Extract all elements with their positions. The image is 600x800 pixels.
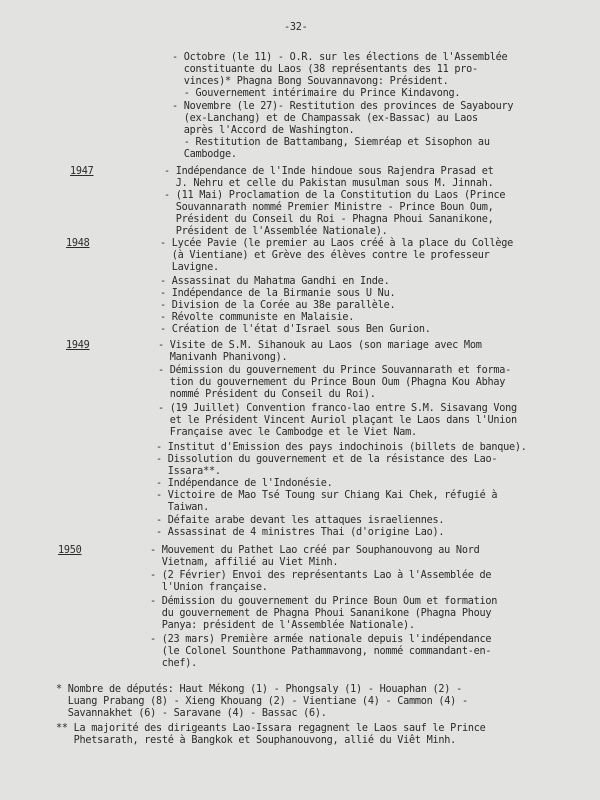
entry-constitution-laos: - (11 Mai) Proclamation de la Constitution du Laos (Prince Souvannarath nommé Premier Ministre - Prince Boun Oum, Président du Conseil du Roi - Phagna Phoui Sananikone, Président de l'Assemblée Nationale).: [164, 190, 506, 238]
footnote-deputes: * Nombre de députés: Haut Mékong (1) - Phongsaly (1) - Houaphan (2) - Luang Prabang (8) - Xieng Khouang (2) - Vientiane (4) - Cammon (4) - Savannakhet (6) - Saravane (4) - Bassac (6).: [56, 684, 468, 720]
year-label-1948: 1948: [66, 238, 90, 249]
entry-independance-inde: - Indépendance de l'Inde hindoue sous Rajendra Prasad et J. Nehru et celle du Pakistan musulman sous M. Jinnah.: [164, 166, 494, 190]
entry-visite-sihanouk: - Visite de S.M. Sihanouk au Laos (son mariage avec Mom Manivanh Phanivong).: [158, 340, 482, 364]
year-label-1950: 1950: [58, 545, 82, 556]
entry-convention-franco-lao: - (19 Juillet) Convention franco-lao entre S.M. Sisavang Vong et le Président Vincent Auriol plaçant le Laos dans l'Union Française avec le Cambodge et le Viet Nam.: [158, 403, 517, 439]
year-label-1947: 1947: [70, 166, 94, 177]
entry-demission-souvannarath: - Démission du gouvernement du Prince Souvannarath et forma- tion du gouvernement du Prince Boun Oum (Phagna Kou Abhay nommé Président du Conseil du Roi).: [158, 365, 512, 401]
footnote-lao-issara: ** La majorité des dirigeants Lao-Issara regagnent le Laos sauf le Prince Phetsarath, resté à Bangkok et Souphanouvong, allié du Viêt Minh.: [56, 723, 486, 747]
entry-demission-boun-oum: - Démission du gouvernement du Prince Boun Oum et formation du gouvernement de Phagna Phoui Sananikone (Phagna Phouy Panya: président de l'Assemblée Nationale).: [150, 596, 498, 632]
entry-pathet-lao: - Mouvement du Pathet Lao créé par Souphanouvong au Nord Vietnam, affilié au Viet Minh.: [150, 545, 480, 569]
entry-events-1948: - Assassinat du Mahatma Gandhi en Inde. - Indépendance de la Birmanie sous U Nu. - Division de la Corée au 38e parallèle. - Révolte communiste en Malaisie. - Création de l'état d'Israel sous Ben Gurion.: [160, 276, 431, 336]
entry-lycee-pavie: - Lycée Pavie (le premier au Laos créé à la place du Collège (à Vientiane) et Grève des élèves contre le professeur Lavigne.: [160, 238, 514, 274]
entry-armee-nationale: - (23 mars) Première armée nationale depuis l'indépendance (le Colonel Sounthone Pathammavong, nommé commandant-en- chef).: [150, 634, 492, 670]
year-label-1949: 1949: [66, 340, 90, 351]
entry-events-1949: - Institut d'Emission des pays indochinois (billets de banque). - Dissolution du gouvernement et de la résistance des Lao- Issara**. - Indépendance de l'Indonésie. - Victoire de Mao Tsé Toung sur Chiang Kai Chek, réfugié à Taiwan. - Défaite arabe devant les attaques israeliennes. - Assassinat de 4 ministres Thai (d'origine Lao).: [156, 442, 527, 538]
entry-octobre-1946: - Octobre (le 11) - O.R. sur les élections de l'Assemblée constituante du Laos (38 représentants des 11 pro- vinces)* Phagna Bong Souvannavong: Président. - Gouvernement intérimaire du Prince Kindavong.: [172, 52, 508, 100]
entry-novembre-1946: - Novembre (le 27)- Restitution des provinces de Sayaboury (ex-Lanchang) et de Champassak (ex-Bassac) au Laos après l'Accord de Washington. - Restitution de Battambang, Siemréap et Sisophon au Cambodge.: [172, 101, 514, 161]
page-number: -32-: [284, 22, 308, 33]
entry-representants-lao: - (2 Février) Envoi des représentants Lao à l'Assemblée de l'Union française.: [150, 570, 492, 594]
